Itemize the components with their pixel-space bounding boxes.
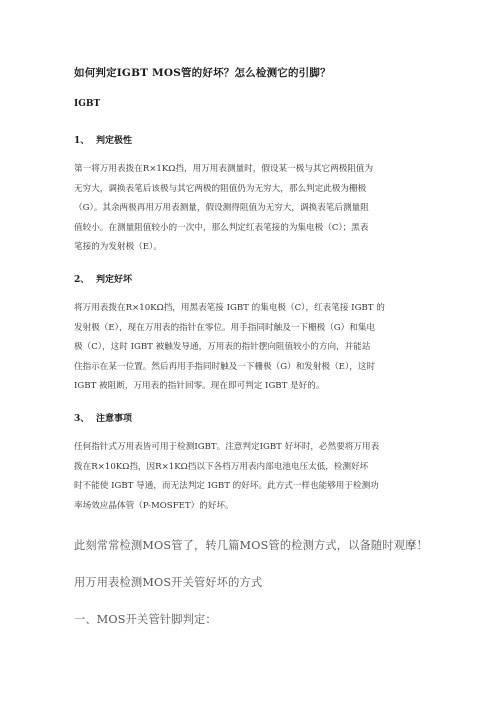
outro-line-3: 一、MOS开关管针脚判定：	[74, 613, 217, 626]
section-paragraph-3	[74, 438, 426, 516]
section-label: IGBT	[74, 99, 101, 109]
document-title: 如何判定IGBT MOS管的好坏？怎么检测它的引脚？	[74, 67, 331, 79]
paragraph-line: 拨在R×10KΩ挡，因R×1KΩ挡以下各档万用表内部电池电压太低，检测好坏	[74, 461, 369, 472]
paragraph-line: 笔接的为发射极（E）。	[74, 242, 162, 253]
section-number: 1、	[74, 136, 90, 146]
paragraph-line: 极（C），这时 IGBT 被触发导通，万用表的指针摆向阻值较小的方向，并能站	[74, 342, 371, 353]
section-heading-text: 注意事项	[96, 414, 133, 424]
paragraph-line: 无穷大，调换表笔后该极与其它两极的阻值仍为无穷大，那么判定此极为栅极	[74, 183, 367, 194]
section-number: 3、	[74, 414, 90, 424]
section-number: 2、	[74, 275, 90, 285]
paragraph-line: 值较小。在测量阻值较小的一次中，那么判定红表笔接的为集电极（C）；黑表	[74, 222, 369, 233]
section-heading-2	[74, 272, 132, 285]
paragraph-line: （G）。其余两极再用万用表测量，假设测得阻值为无穷大，调换表笔后测量阻	[74, 203, 369, 214]
paragraph-line: 任何指针式万用表皆可用于检测IGBT。注意判定IGBT 好坏时，必然要将万用表	[74, 442, 380, 452]
section-heading-text: 判定极性	[96, 136, 133, 146]
paragraph-line: 将万用表拨在R×10KΩ挡，用黑表笔接 IGBT 的集电极（C），红表笔接 IGBT 的	[74, 303, 385, 313]
paragraph-line: 第一将万用表拨在R×1KΩ挡，用万用表测量时，假设某一极与其它两极阻值为	[74, 164, 374, 174]
outro-line-2: 用万用表检测MOS开关管好坏的方式	[74, 576, 263, 589]
paragraph-line: IGBT 被阻断，万用表的指针回零。现在即可判定 IGBT 是好的。	[74, 381, 325, 392]
paragraph-line: 时不能使 IGBT 导通，而无法判定 IGBT 的好坏。此方式一样也能够用于检测功	[74, 481, 379, 492]
section-heading-text: 判定好坏	[96, 275, 133, 285]
section-heading-3	[74, 411, 132, 424]
paragraph-line: 住指示在某一位置。然后再用手指同时触及一下栅极（G）和发射极（E），这时	[74, 361, 376, 372]
section-paragraph-1	[74, 160, 426, 258]
outro-line-1: 此刻常常检测MOS管了，转几篇MOS管的检测方式，以备随时观摩！	[74, 539, 428, 552]
paragraph-line: 率场效应晶体管（P-MOSFET）的好坏。	[74, 500, 234, 511]
section-heading-1	[74, 133, 132, 146]
paragraph-line: 发射极（E），现在万用表的指针在零位。用手指同时触及一下栅极（G）和集电	[74, 322, 376, 333]
section-paragraph-2	[74, 299, 426, 397]
